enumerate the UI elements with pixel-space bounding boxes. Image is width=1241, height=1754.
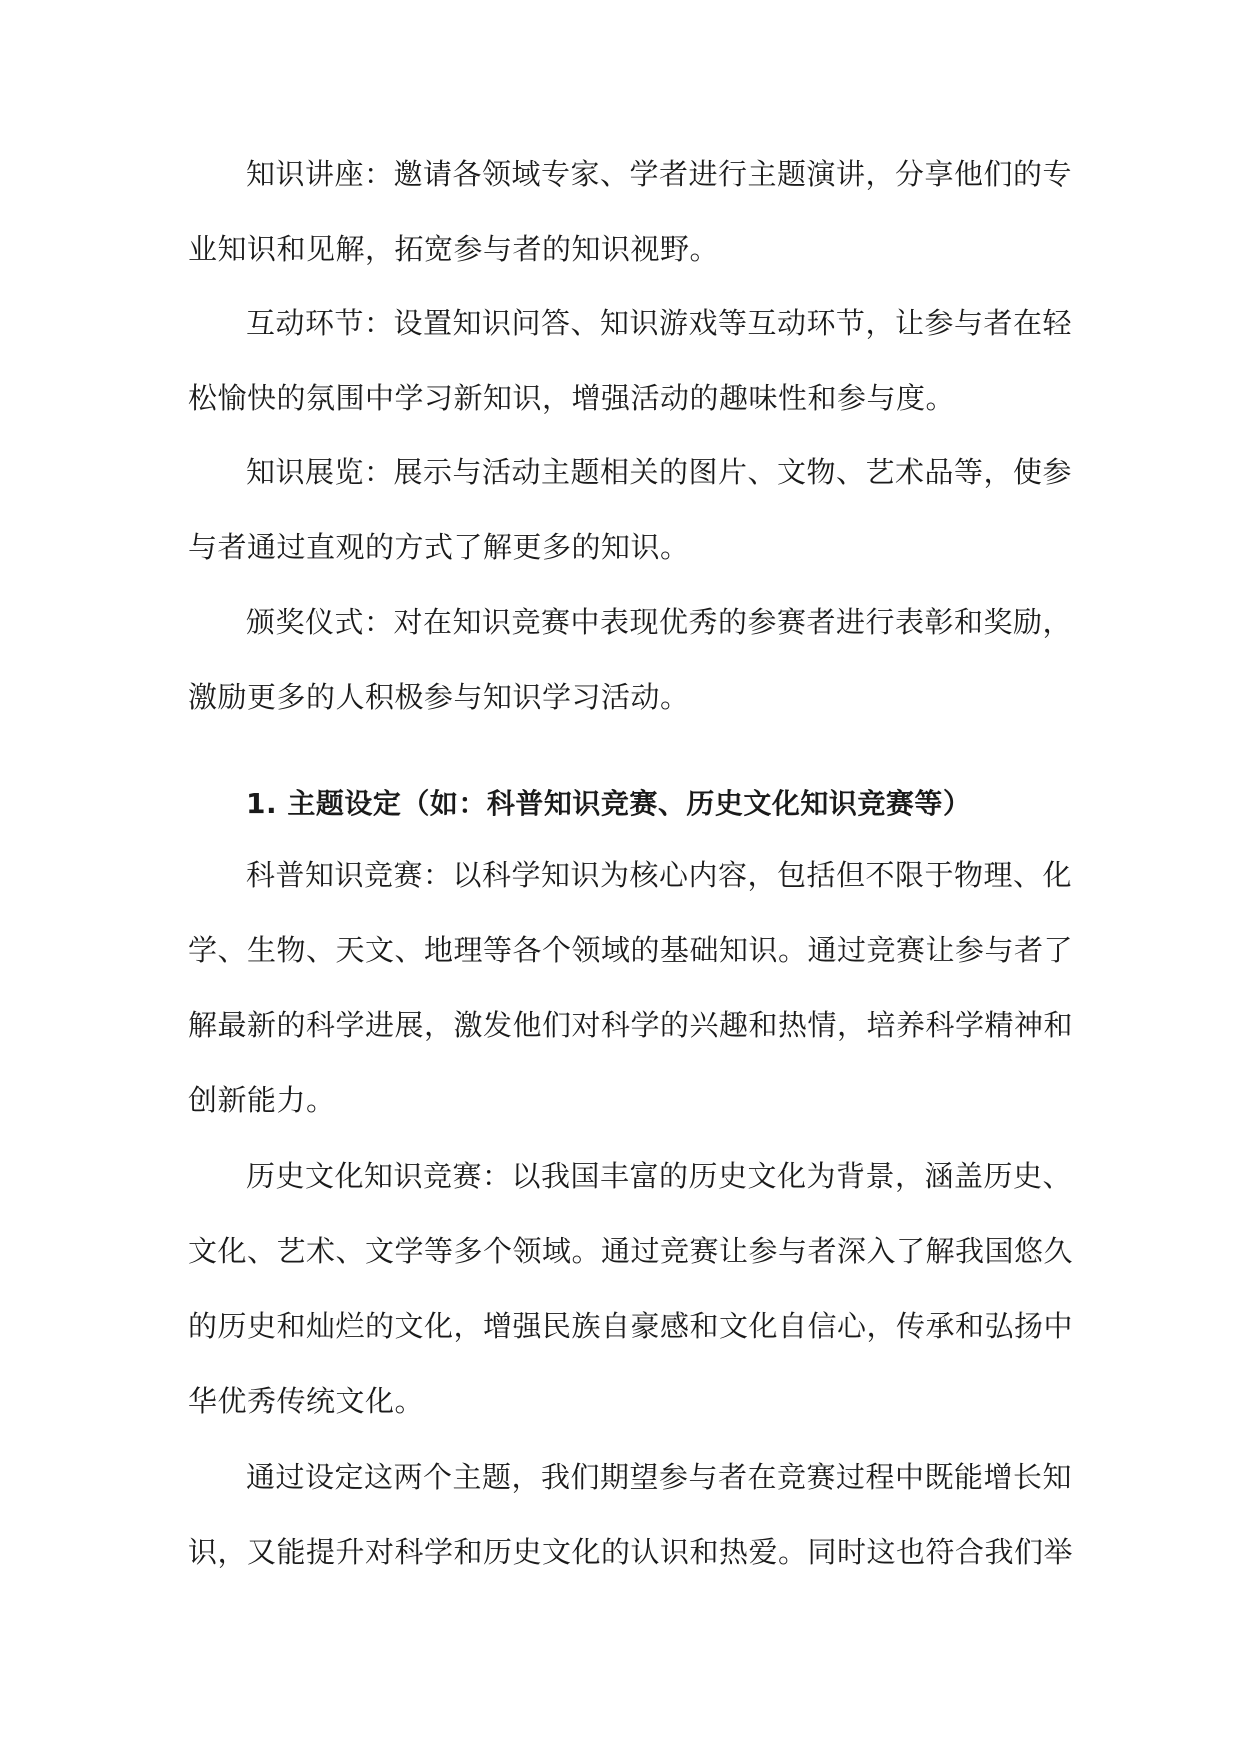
paragraph-line: 解最新的科学进展，激发他们对科学的兴趣和热情，培养科学精神和 [188, 1008, 1074, 1042]
paragraph-line: 文化、艺术、文学等多个领域。通过竞赛让参与者深入了解我国悠久 [188, 1234, 1074, 1268]
paragraph-line: 科普知识竞赛：以科学知识为核心内容，包括但不限于物理、化 [246, 858, 1073, 892]
paragraph-line: 松愉快的氛围中学习新知识，增强活动的趣味性和参与度。 [188, 381, 956, 415]
paragraph-line: 业知识和见解，拓宽参与者的知识视野。 [188, 232, 720, 266]
paragraph-line: 识，又能提升对科学和历史文化的认识和热爱。同时这也符合我们举 [188, 1535, 1074, 1569]
paragraph-line: 学、生物、天文、地理等各个领域的基础知识。通过竞赛让参与者了 [188, 933, 1074, 967]
paragraph-line: 知识讲座：邀请各领域专家、学者进行主题演讲，分享他们的专 [246, 157, 1073, 191]
paragraph-line: 华优秀传统文化。 [188, 1384, 425, 1418]
paragraph-line: 颁奖仪式：对在知识竞赛中表现优秀的参赛者进行表彰和奖励， [246, 605, 1073, 639]
paragraph-line: 通过设定这两个主题，我们期望参与者在竞赛过程中既能增长知 [246, 1460, 1073, 1494]
paragraph-line: 激励更多的人积极参与知识学习活动。 [188, 680, 690, 714]
paragraph-line: 的历史和灿烂的文化，增强民族自豪感和文化自信心，传承和弘扬中 [188, 1309, 1074, 1343]
paragraph-line: 与者通过直观的方式了解更多的知识。 [188, 530, 690, 564]
paragraph-line: 互动环节：设置知识问答、知识游戏等互动环节，让参与者在轻 [246, 306, 1073, 340]
paragraph-line: 创新能力。 [188, 1083, 336, 1117]
paragraph-line: 知识展览：展示与活动主题相关的图片、文物、艺术品等，使参 [246, 455, 1073, 489]
paragraph-line: 历史文化知识竞赛：以我国丰富的历史文化为背景，涵盖历史、 [246, 1159, 1073, 1193]
section-heading: 1. 主题设定（如：科普知识竞赛、历史文化知识竞赛等） [246, 787, 972, 820]
